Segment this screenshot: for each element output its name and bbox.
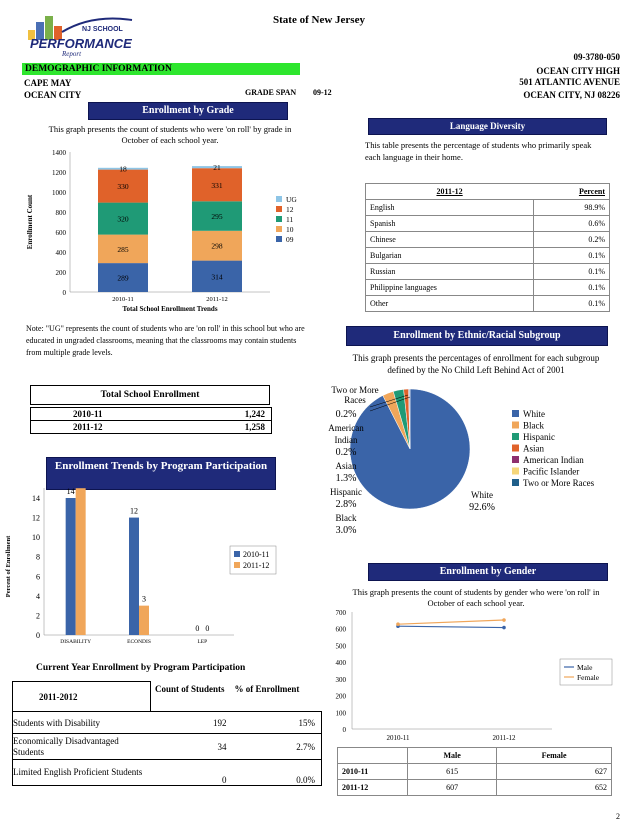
total-enrollment-year: 2011-12: [73, 422, 103, 432]
y-tick-label: 8: [36, 552, 40, 562]
legend-swatch: [512, 433, 519, 440]
language-name: Spanish: [366, 216, 534, 232]
program-pct: 2.7%: [296, 741, 315, 752]
slice-name-label: Two or More: [331, 385, 379, 395]
point-female: [396, 622, 400, 626]
y-tick-label: 6: [36, 572, 40, 582]
y-tick-label: 10: [32, 533, 40, 543]
y-tick-label: 300: [335, 675, 346, 684]
y-tick-label: 1200: [52, 169, 66, 177]
data-label: 18: [119, 164, 127, 174]
legend-swatch: [234, 562, 240, 568]
gender-caption: This graph presents the count of students by gender who were 'on roll' in October of each school year.: [352, 587, 600, 608]
school-address: 501 ATLANTIC AVENUE: [519, 77, 620, 87]
table-row: [13, 760, 322, 786]
page-number: 2: [616, 812, 620, 821]
program-label: Economically Disadvantaged Students: [13, 735, 119, 757]
legend-label: 12: [286, 205, 294, 214]
y-tick-label: 200: [55, 269, 66, 277]
slice-name-label: Races: [344, 395, 366, 405]
x-tick-label: 2011-12: [492, 734, 516, 742]
program-label: Limited English Proficient Students: [13, 767, 143, 777]
legend-label: 2010-11: [243, 550, 270, 559]
legend-label: Hispanic: [523, 432, 555, 442]
enrollment-by-grade-chart: [22, 148, 322, 320]
gender-female: 652: [497, 780, 612, 796]
program-trends-title: Enrollment Trends by Program Participation: [46, 457, 276, 490]
table-row: [366, 200, 610, 216]
y-tick-label: 400: [335, 659, 346, 668]
y-tick-label: 2: [36, 611, 40, 621]
data-label: 12: [130, 506, 138, 516]
y-tick-label: 200: [335, 692, 346, 701]
current-program-table: [12, 681, 322, 786]
logo-text-2: PERFORMANCE: [30, 36, 132, 51]
language-percent: 0.1%: [533, 248, 609, 264]
y-axis-label: Percent of Enrollment: [5, 535, 12, 598]
y-tick-label: 0: [62, 289, 66, 297]
program-trends-chart: [2, 488, 302, 648]
data-label: 298: [211, 241, 223, 251]
x-tick-label: ECONDIS: [127, 639, 151, 645]
language-percent: 98.9%: [533, 200, 609, 216]
legend-label: 11: [286, 215, 294, 224]
table-row: [366, 248, 610, 264]
x-tick-label: DISABILITY: [60, 639, 92, 645]
total-enrollment-table: [30, 407, 272, 434]
slice-value-label: 3.0%: [335, 525, 357, 536]
language-table: [365, 183, 610, 312]
county-name: CAPE MAY: [24, 78, 72, 88]
gender-male-header: Male: [408, 748, 497, 764]
legend-swatch: [512, 456, 519, 463]
x-axis-label: Total School Enrollment Trends: [122, 305, 218, 313]
legend-swatch: [276, 226, 282, 232]
legend-label: Black: [523, 420, 544, 431]
slice-name-label: American: [328, 423, 364, 433]
legend-label: Male: [577, 663, 593, 672]
y-tick-label: 100: [335, 709, 346, 718]
y-tick-label: 500: [335, 642, 346, 651]
slice-value-label: 1.3%: [335, 473, 357, 484]
gender-year: 2011-12: [338, 780, 408, 796]
y-tick-label: 600: [55, 229, 66, 237]
language-percent: 0.1%: [533, 280, 609, 296]
legend-label: 10: [286, 225, 294, 234]
legend-label: UG: [286, 195, 297, 204]
data-label: 320: [117, 214, 129, 224]
data-label: 14: [66, 488, 75, 496]
y-tick-label: 600: [335, 625, 346, 634]
total-enrollment-value: 1,258: [244, 422, 265, 432]
legend-label: 2011-12: [243, 561, 270, 570]
slice-name-label: Asian: [335, 461, 357, 471]
language-diversity-title: Language Diversity: [368, 118, 607, 135]
y-tick-label: 400: [55, 249, 66, 257]
gender-table-header: [338, 748, 612, 764]
legend-label: Pacific Islander: [523, 466, 580, 477]
language-year-header: 2011-12: [366, 184, 534, 200]
table-row: [31, 408, 272, 421]
legend-swatch: [276, 216, 282, 222]
legend-swatch: [276, 196, 282, 202]
total-enrollment-title: Total School Enrollment: [100, 390, 200, 400]
current-program-count-header: Count of Students: [155, 683, 225, 694]
program-pct: 15%: [298, 717, 315, 728]
gender-female-header: Female: [497, 748, 612, 764]
enrollment-by-grade-title: Enrollment by Grade: [88, 102, 288, 120]
language-percent-header: Percent: [533, 184, 609, 200]
current-program-header: [13, 682, 322, 712]
language-percent: 0.2%: [533, 232, 609, 248]
data-label: 3: [142, 594, 146, 604]
data-label: 21: [213, 163, 221, 173]
grade-span-value: 09-12: [313, 88, 332, 97]
language-name: Russian: [366, 264, 534, 280]
bar-2010-11: [129, 518, 139, 635]
data-label: 295: [211, 212, 223, 222]
legend-swatch: [512, 479, 519, 486]
legend-swatch: [276, 236, 282, 242]
x-tick-label: LEP: [197, 639, 208, 645]
x-tick-label: 2010-11: [112, 296, 134, 303]
language-name: Bulgarian: [366, 248, 534, 264]
language-name: English: [366, 200, 534, 216]
y-axis-label: Enrollment Count: [26, 194, 34, 250]
current-program-title: Current Year Enrollment by Program Participation: [36, 663, 246, 673]
legend-label: White: [523, 409, 545, 419]
total-enrollment-title-box: [30, 385, 270, 405]
ethnic-pie-chart: [322, 383, 622, 555]
slice-value-label: 92.6%: [469, 502, 495, 513]
data-label: 330: [117, 182, 129, 192]
legend-label: American Indian: [523, 455, 584, 465]
gender-male: 607: [408, 780, 497, 796]
bar-2011-12: [139, 606, 149, 635]
gender-title: Enrollment by Gender: [368, 563, 608, 581]
legend-swatch: [512, 410, 519, 417]
data-label: 314: [211, 272, 223, 282]
data-label: 331: [211, 180, 223, 190]
legend-swatch: [512, 445, 519, 452]
legend-swatch: [276, 206, 282, 212]
school-code: 09-3780-050: [573, 52, 620, 62]
grade-span-label: GRADE SPAN: [245, 88, 297, 97]
program-pct: 0.0%: [296, 775, 315, 785]
legend-label: 09: [286, 235, 294, 244]
slice-value-label: 0.2%: [335, 447, 357, 458]
language-name: Philippine languages: [366, 280, 534, 296]
table-row: [338, 764, 612, 780]
language-percent: 0.1%: [533, 296, 609, 312]
table-row: [366, 280, 610, 296]
language-name: Other: [366, 296, 534, 312]
slice-value-label: 2.8%: [335, 499, 357, 510]
table-row: [13, 712, 322, 734]
language-diversity-caption: This table presents the percentage of students who primarily speak each language in their home.: [365, 140, 592, 162]
table-row: [338, 780, 612, 796]
slice-value-label: 0.2%: [335, 409, 357, 420]
ethnic-caption: This graph presents the percentages of enrollment for each subgroup defined by the No Child Left Behind Act of 2001: [352, 353, 600, 375]
bar-2011-12: [76, 488, 86, 635]
school-name: OCEAN CITY HIGH: [536, 66, 620, 76]
page-title: State of New Jersey: [273, 14, 365, 26]
language-table-header: [366, 184, 610, 200]
slice-name-label: Indian: [334, 435, 358, 445]
y-tick-label: 4: [36, 591, 40, 601]
data-label: 289: [117, 273, 129, 283]
x-tick-label: 2011-12: [206, 296, 228, 303]
bar-2010-11: [66, 498, 76, 635]
section-header-demographic: DEMOGRAPHIC INFORMATION: [22, 63, 300, 75]
table-row: [31, 421, 272, 434]
ethnic-subgroup-title: Enrollment by Ethnic/Racial Subgroup: [346, 326, 608, 346]
legend-label: Female: [577, 673, 600, 682]
legend-swatch: [512, 422, 519, 429]
logo-text-3: Report: [62, 50, 82, 58]
legend-swatch: [234, 551, 240, 557]
table-row: [366, 264, 610, 280]
point-female: [502, 618, 506, 622]
slice-name-label: Black: [335, 513, 357, 523]
y-tick-label: 14: [32, 494, 40, 503]
language-percent: 0.6%: [533, 216, 609, 232]
y-tick-label: 0: [36, 631, 40, 640]
table-row: [13, 734, 322, 760]
program-count: 0: [222, 775, 227, 785]
total-enrollment-value: 1,242: [244, 409, 265, 419]
y-tick-label: 1400: [52, 149, 66, 157]
school-city: OCEAN CITY, NJ 08226: [523, 90, 620, 100]
program-count: 34: [217, 741, 227, 752]
point-male: [502, 626, 506, 630]
enrollment-by-grade-caption: This graph presents the count of students who were 'on roll' by grade in October of each school year.: [48, 124, 292, 145]
legend-swatch: [512, 468, 519, 475]
gender-line-chart: [322, 605, 618, 745]
current-program-year: 2011-2012: [13, 682, 151, 712]
gender-table: [337, 747, 612, 796]
language-name: Chinese: [366, 232, 534, 248]
data-label: 0: [205, 624, 210, 633]
slice-name-label: Hispanic: [330, 487, 362, 497]
table-row: [366, 232, 610, 248]
program-count: 192: [213, 717, 227, 728]
total-enrollment-year: 2010-11: [73, 409, 103, 419]
program-label: Students with Disability: [13, 717, 101, 728]
gender-female: 627: [497, 764, 612, 780]
y-tick-label: 800: [55, 209, 66, 217]
y-tick-label: 12: [32, 513, 40, 523]
ug-note: Note: "UG" represents the count of students who are 'on roll' in this school but who are educated in ungraded classrooms, meaning that the classrooms may contain students from multiple grade levels.: [26, 324, 305, 357]
legend-label: Asian: [523, 443, 544, 454]
y-tick-label: 700: [335, 609, 346, 617]
x-tick-label: 2010-11: [386, 734, 410, 742]
legend-label: Two or More Races: [523, 478, 595, 488]
line-male: [398, 626, 504, 627]
district-name: OCEAN CITY: [24, 90, 82, 100]
current-program-pct-header: % of Enrollment: [234, 683, 300, 694]
line-female: [398, 620, 504, 624]
y-tick-label: 1000: [52, 189, 66, 197]
data-label: 0: [195, 624, 200, 633]
data-label: 285: [117, 244, 129, 254]
language-percent: 0.1%: [533, 264, 609, 280]
slice-name-label: White: [471, 490, 493, 500]
y-tick-label: 0: [342, 726, 346, 734]
gender-male: 615: [408, 764, 497, 780]
gender-year: 2010-11: [338, 764, 408, 780]
table-row: [366, 296, 610, 312]
table-row: [366, 216, 610, 232]
logo-text-1: NJ SCHOOL: [82, 26, 123, 33]
